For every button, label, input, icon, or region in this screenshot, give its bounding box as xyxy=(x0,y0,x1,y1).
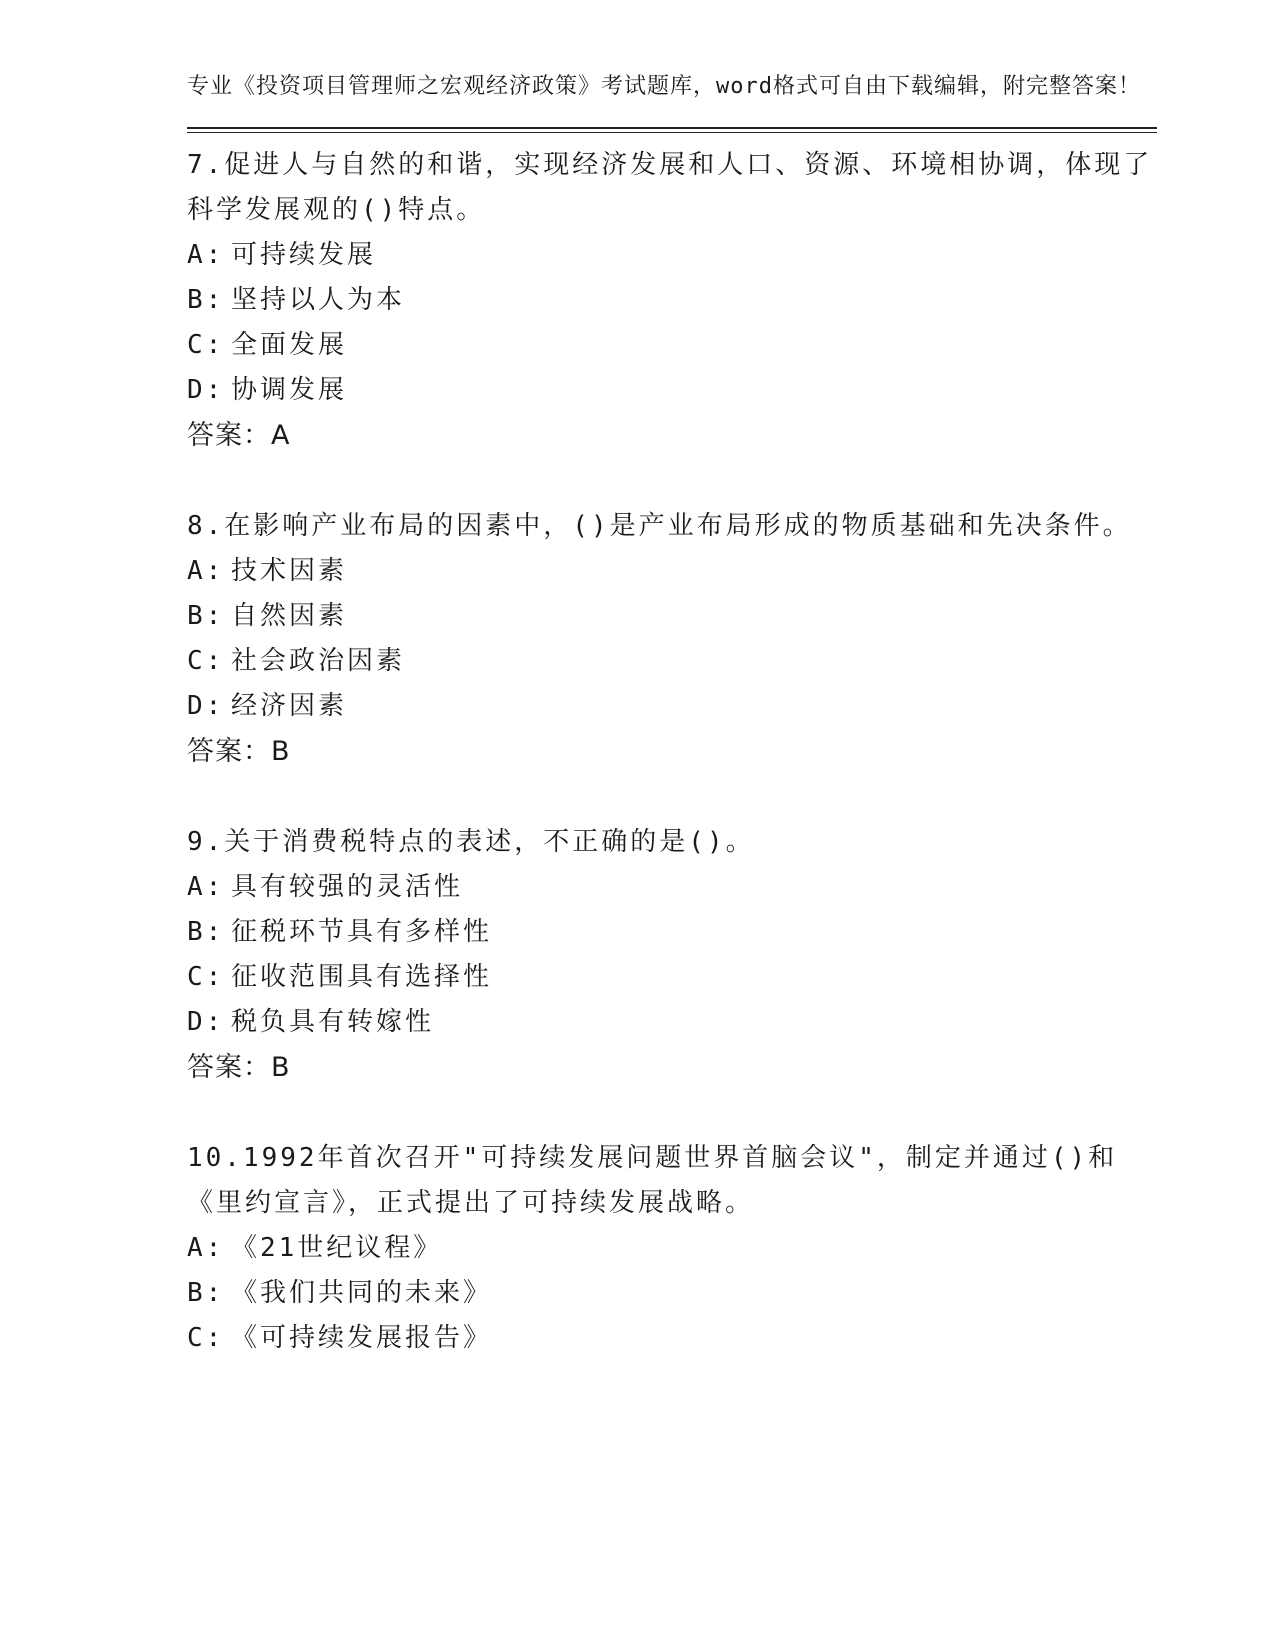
option-letter: C: xyxy=(187,962,225,992)
option-text: 税负具有转嫁性 xyxy=(231,1007,435,1037)
header-divider xyxy=(187,127,1157,133)
answer-label: 答案： xyxy=(187,1052,271,1083)
option-letter: D: xyxy=(187,1007,225,1037)
option-letter: B: xyxy=(187,917,225,947)
answer-line xyxy=(187,413,1157,458)
option-text: 征收范围具有选择性 xyxy=(231,962,493,992)
document-page xyxy=(187,70,1157,1407)
question-8 xyxy=(187,504,1157,774)
option-b xyxy=(187,594,1157,639)
option-b xyxy=(187,910,1157,955)
option-a xyxy=(187,865,1157,910)
option-letter: B: xyxy=(187,285,225,315)
option-text: 坚持以人为本 xyxy=(231,285,406,315)
question-list xyxy=(187,143,1157,1361)
question-10 xyxy=(187,1136,1157,1361)
question-stem: 9.关于消费税特点的表述，不正确的是()。 xyxy=(187,827,755,857)
option-a xyxy=(187,549,1157,594)
option-d xyxy=(187,684,1157,729)
option-a xyxy=(187,233,1157,278)
option-letter: A: xyxy=(187,556,225,586)
option-d xyxy=(187,368,1157,413)
answer-label: 答案： xyxy=(187,420,271,451)
option-letter: B: xyxy=(187,1278,225,1308)
option-text: 社会政治因素 xyxy=(231,646,406,676)
option-text: 自然因素 xyxy=(231,601,348,631)
option-text: 《21世纪议程》 xyxy=(231,1233,443,1263)
option-b xyxy=(187,1271,1157,1316)
option-text: 征税环节具有多样性 xyxy=(231,917,493,947)
option-text: 可持续发展 xyxy=(231,240,377,270)
option-letter: D: xyxy=(187,375,225,405)
option-text: 《可持续发展报告》 xyxy=(231,1323,493,1353)
answer-line xyxy=(187,729,1157,774)
option-letter: B: xyxy=(187,601,225,631)
option-text: 具有较强的灵活性 xyxy=(231,872,464,902)
option-c xyxy=(187,955,1157,1000)
option-letter: C: xyxy=(187,646,225,676)
question-9 xyxy=(187,820,1157,1090)
option-c xyxy=(187,323,1157,368)
option-text: 经济因素 xyxy=(231,691,348,721)
option-c xyxy=(187,639,1157,684)
option-a xyxy=(187,1226,1157,1271)
option-b xyxy=(187,278,1157,323)
option-text: 技术因素 xyxy=(231,556,348,586)
document-header: 专业《投资项目管理师之宏观经济政策》考试题库，word格式可自由下载编辑，附完整答案！ xyxy=(187,74,1141,99)
option-letter: A: xyxy=(187,1233,225,1263)
answer-label: 答案： xyxy=(187,736,271,767)
option-letter: A: xyxy=(187,240,225,270)
option-letter: C: xyxy=(187,1323,225,1353)
question-7 xyxy=(187,143,1157,458)
answer-line xyxy=(187,1045,1157,1090)
option-c xyxy=(187,1316,1157,1361)
answer-value: B xyxy=(271,1052,291,1083)
option-text: 《我们共同的未来》 xyxy=(231,1278,493,1308)
question-stem: 10.1992年首次召开"可持续发展问题世界首脑会议"，制定并通过()和《里约宣言》，正式提出了可持续发展战略。 xyxy=(187,1143,1118,1218)
option-d xyxy=(187,1000,1157,1045)
option-text: 全面发展 xyxy=(231,330,348,360)
option-letter: A: xyxy=(187,872,225,902)
answer-value: B xyxy=(271,736,291,767)
question-stem: 8.在影响产业布局的因素中，()是产业布局形成的物质基础和先决条件。 xyxy=(187,511,1132,541)
question-stem: 7.促进人与自然的和谐，实现经济发展和人口、资源、环境相协调，体现了科学发展观的()特点。 xyxy=(187,150,1153,225)
answer-value: A xyxy=(271,420,291,451)
option-letter: D: xyxy=(187,691,225,721)
option-text: 协调发展 xyxy=(231,375,348,405)
option-letter: C: xyxy=(187,330,225,360)
